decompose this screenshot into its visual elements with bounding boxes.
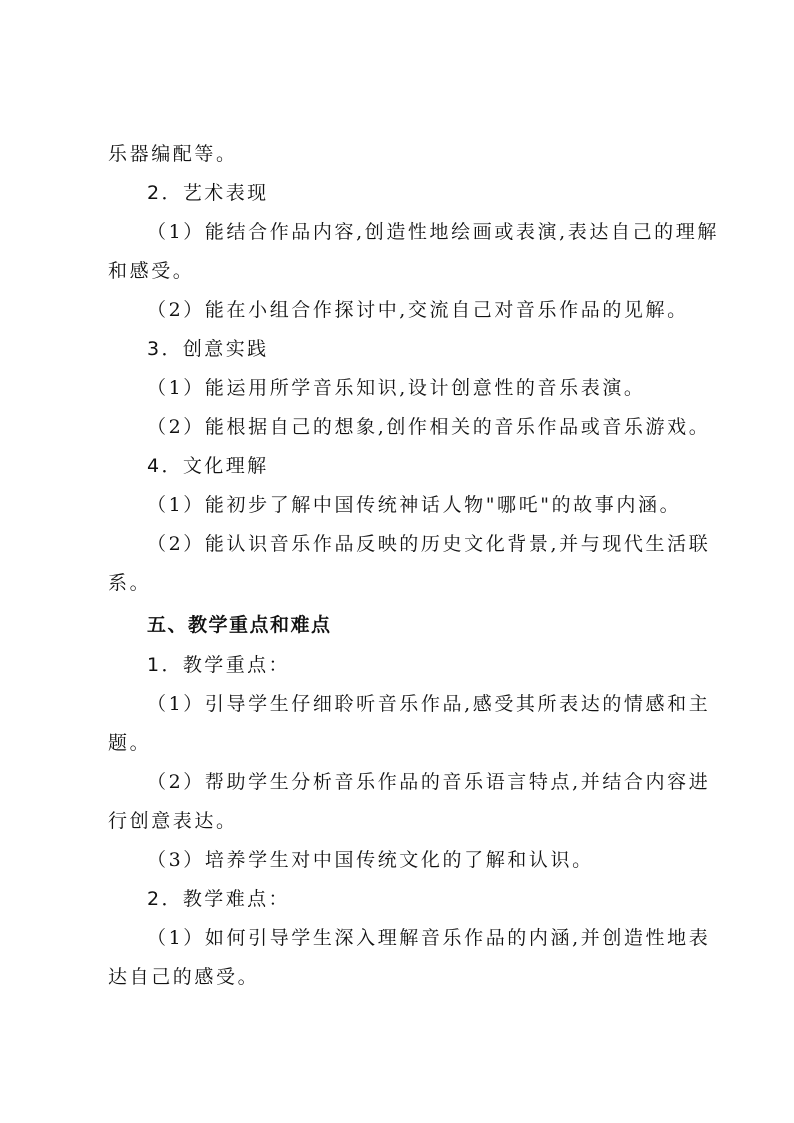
- paragraph-continuation: 达自己的感受。: [108, 966, 260, 988]
- paragraph-item: （1）如何引导学生深入理解音乐作品的内涵,并创造性地表: [147, 927, 711, 949]
- paragraph-item: （3）培养学生对中国传统文化的了解和认识。: [147, 849, 594, 871]
- subheading-artistic-expression: 2．艺术表现: [147, 182, 269, 204]
- paragraph-continuation: 和感受。: [108, 260, 195, 282]
- paragraph-continuation: 系。: [108, 572, 152, 594]
- paragraph-item: （1）能结合作品内容,创造性地绘画或表演,表达自己的理解: [147, 221, 719, 243]
- paragraph-item: （2）能在小组合作探讨中,交流自己对音乐作品的见解。: [147, 299, 689, 321]
- section-heading: 五、教学重点和难点: [147, 614, 332, 636]
- paragraph-item: （2）能根据自己的想象,创作相关的音乐作品或音乐游戏。: [147, 416, 711, 438]
- paragraph-continuation: 题。: [108, 732, 152, 754]
- paragraph-item: （2）帮助学生分析音乐作品的音乐语言特点,并结合内容进: [147, 771, 711, 793]
- paragraph-continuation: 乐器编配等。: [108, 143, 238, 165]
- subheading-cultural-understanding: 4．文化理解: [147, 455, 269, 477]
- paragraph-continuation: 行创意表达。: [108, 810, 238, 832]
- paragraph-item: （1）引导学生仔细聆听音乐作品,感受其所表达的情感和主: [147, 693, 711, 715]
- subheading-teaching-focus: 1．教学重点：: [147, 654, 290, 676]
- paragraph-item: （1）能运用所学音乐知识,设计创意性的音乐表演。: [147, 377, 646, 399]
- paragraph-item: （2）能认识音乐作品反映的历史文化背景,并与现代生活联: [147, 533, 711, 555]
- subheading-teaching-difficulty: 2．教学难点：: [147, 888, 290, 910]
- paragraph-item: （1）能初步了解中国传统神话人物"哪吒"的故事内涵。: [147, 494, 682, 516]
- subheading-creative-practice: 3．创意实践: [147, 338, 269, 360]
